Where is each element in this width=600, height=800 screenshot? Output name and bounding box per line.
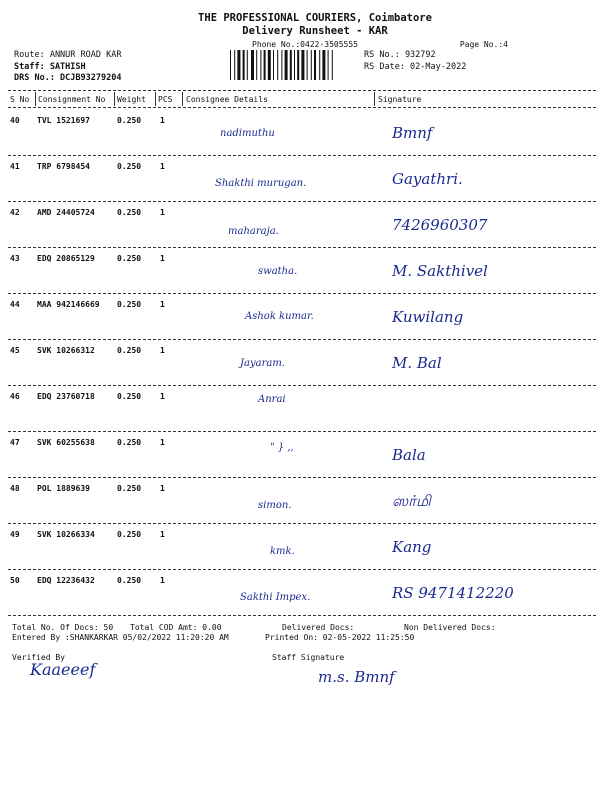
barcode-bar [285, 50, 288, 80]
total-cod: Total COD Amt: 0.00 [130, 623, 222, 632]
barcode-bar [234, 50, 235, 80]
col-divider [114, 92, 115, 106]
row-signature-handwritten: RS 9471412220 [392, 584, 514, 602]
row-pcs: 1 [160, 530, 165, 539]
row-signature-handwritten: Kang [392, 538, 432, 556]
row-sno: 48 [10, 484, 20, 493]
verified-signature: Kaaeeef [30, 660, 96, 679]
row-pcs: 1 [160, 392, 165, 401]
row-sno: 40 [10, 116, 20, 125]
row-weight: 0.250 [117, 254, 142, 263]
row-sno: 49 [10, 530, 20, 539]
barcode-bar [256, 50, 257, 80]
row-sno: 44 [10, 300, 20, 309]
row-sno: 42 [10, 208, 20, 217]
barcode-bar [314, 50, 316, 80]
row-consignment-no: TVL 1521697 [37, 116, 90, 125]
row-weight: 0.250 [117, 300, 142, 309]
barcode-bar [247, 50, 248, 80]
row-pcs: 1 [160, 346, 165, 355]
row-signature-handwritten: Bala [392, 446, 426, 464]
barcode-bar [290, 50, 292, 80]
row-sno: 45 [10, 346, 20, 355]
col-divider [182, 92, 183, 106]
row-consignee-handwritten: nadimuthu [220, 128, 275, 139]
staff-signature: m.s. Bmnf [318, 668, 395, 686]
barcode-bar [294, 50, 295, 80]
barcode-bar [260, 50, 261, 80]
row-pcs: 1 [160, 484, 165, 493]
table-row [0, 572, 600, 618]
table-row [0, 112, 600, 158]
row-weight: 0.250 [117, 162, 142, 171]
col-consignment: Consignment No [38, 95, 106, 104]
table-row [0, 296, 600, 342]
row-consignment-no: SVK 10266312 [37, 346, 95, 355]
row-consignment-no: POL 1889639 [37, 484, 90, 493]
col-divider [155, 92, 156, 106]
row-divider [8, 431, 596, 432]
non-delivered-docs: Non Delivered Docs: [404, 623, 496, 632]
table-row [0, 204, 600, 250]
table-row [0, 388, 600, 434]
row-pcs: 1 [160, 162, 165, 171]
col-weight: Weight [117, 95, 146, 104]
row-consignee-handwritten: simon. [258, 500, 292, 511]
document-title [150, 12, 480, 38]
table-row [0, 480, 600, 526]
barcode-bar [322, 50, 325, 80]
row-weight: 0.250 [117, 116, 142, 125]
row-divider [8, 385, 596, 386]
verified-by-label: Verified By [12, 653, 65, 662]
row-consignee-handwritten: Anrai [258, 394, 286, 405]
drs-number: DRS No.: DCJB93279204 [14, 73, 122, 83]
col-divider [35, 92, 36, 106]
printed-on: Printed On: 02-05-2022 11:25:50 [265, 633, 415, 642]
barcode-bar [297, 50, 299, 80]
barcode-bar [237, 50, 240, 80]
barcode-bar [230, 50, 231, 80]
header-divider-top [8, 90, 596, 91]
row-weight: 0.250 [117, 530, 142, 539]
rs-date: RS Date: 02-May-2022 [364, 61, 467, 72]
row-consignee-handwritten: Jayaram. [240, 358, 285, 369]
barcode-bar [281, 50, 282, 80]
row-signature-handwritten: M. Bal [392, 354, 442, 372]
row-consignee-handwritten: Shakthi murugan. [215, 178, 307, 189]
row-weight: 0.250 [117, 208, 142, 217]
row-divider [8, 477, 596, 478]
barcode-bar [273, 50, 274, 80]
table-row [0, 342, 600, 388]
barcode-bar [301, 50, 304, 80]
row-pcs: 1 [160, 438, 165, 447]
row-pcs: 1 [160, 116, 165, 125]
row-sno: 46 [10, 392, 20, 401]
row-consignment-no: AMD 24405724 [37, 208, 95, 217]
row-weight: 0.250 [117, 576, 142, 585]
row-signature-handwritten: Kuwilang [392, 308, 464, 326]
row-signature-handwritten: Gayathri. [392, 170, 463, 188]
row-consignee-handwritten: Sakthi Impex. [240, 592, 311, 603]
table-row [0, 250, 600, 296]
route-label: Route: ANNUR ROAD KAR [14, 50, 122, 60]
delivered-docs: Delivered Docs: [282, 623, 355, 632]
row-divider [8, 615, 596, 616]
row-pcs: 1 [160, 208, 165, 217]
barcode-bar [268, 50, 271, 80]
row-sno: 43 [10, 254, 20, 263]
row-consignee-handwritten: " } ,, [270, 442, 294, 453]
row-pcs: 1 [160, 300, 165, 309]
company-title: THE PROFESSIONAL COURIERS, Coimbatore [198, 12, 432, 24]
table-row [0, 158, 600, 204]
table-row [0, 526, 600, 572]
row-divider [8, 569, 596, 570]
barcode-bar [251, 50, 254, 80]
barcode-image [230, 50, 358, 80]
col-consignee: Consignee Details [186, 95, 268, 104]
header-divider-bottom [8, 107, 596, 108]
barcode-bar [328, 50, 329, 80]
col-sno: S No [10, 95, 30, 104]
row-consignee-handwritten: kmk. [270, 546, 295, 557]
row-consignment-no: SVK 60255638 [37, 438, 95, 447]
total-docs: Total No. Of Docs: 50 [12, 623, 114, 632]
route-block [14, 50, 121, 85]
row-signature-handwritten: Bmnf [392, 124, 433, 142]
row-divider [8, 523, 596, 524]
row-consignee-handwritten: Ashok kumar. [245, 311, 314, 322]
row-consignee-handwritten: swatha. [258, 266, 298, 277]
barcode-bar [311, 50, 312, 80]
row-consignment-no: EDQ 12236432 [37, 576, 95, 585]
row-pcs: 1 [160, 254, 165, 263]
row-weight: 0.250 [117, 438, 142, 447]
col-signature: Signature [378, 95, 422, 104]
barcode-bar [243, 50, 245, 80]
row-sno: 47 [10, 438, 20, 447]
phone-number: Phone No.:0422-3505555 [252, 40, 358, 49]
barcode-bar [332, 50, 333, 80]
row-consignment-no: SVK 10266334 [37, 530, 95, 539]
staff-label: Staff: SATHISH [14, 61, 86, 72]
rs-number: RS No.: 932792 [364, 50, 436, 60]
row-divider [8, 201, 596, 202]
row-signature-handwritten: 7426960307 [392, 216, 488, 234]
row-sno: 50 [10, 576, 20, 585]
runsheet-title: Delivery Runsheet - KAR [242, 25, 388, 37]
staff-signature-label: Staff Signature [272, 653, 345, 662]
rs-block [364, 50, 466, 73]
row-signature-handwritten: M. Sakthivel [392, 262, 488, 280]
row-consignment-no: TRP 6798454 [37, 162, 90, 171]
col-pcs: PCS [158, 95, 173, 104]
col-divider [374, 92, 375, 106]
row-divider [8, 155, 596, 156]
entered-by: Entered By :SHANKARKAR 05/02/2022 11:20:20 AM [12, 633, 229, 642]
row-divider [8, 247, 596, 248]
row-sno: 41 [10, 162, 20, 171]
row-consignment-no: MAA 942146669 [37, 300, 100, 309]
page-number: Page No.:4 [459, 40, 508, 49]
row-divider [8, 293, 596, 294]
barcode-bar [307, 50, 308, 80]
barcode-bar [264, 50, 266, 80]
row-consignee-handwritten: maharaja. [228, 226, 279, 237]
barcode-bar [277, 50, 278, 80]
row-consignment-no: EDQ 20865129 [37, 254, 95, 263]
row-pcs: 1 [160, 576, 165, 585]
table-row [0, 434, 600, 480]
row-weight: 0.250 [117, 392, 142, 401]
barcode-bar [319, 50, 320, 80]
row-divider [8, 339, 596, 340]
row-signature-handwritten: ஸர்மி [392, 492, 431, 510]
row-consignment-no: EDQ 23760718 [37, 392, 95, 401]
row-weight: 0.250 [117, 484, 142, 493]
row-weight: 0.250 [117, 346, 142, 355]
